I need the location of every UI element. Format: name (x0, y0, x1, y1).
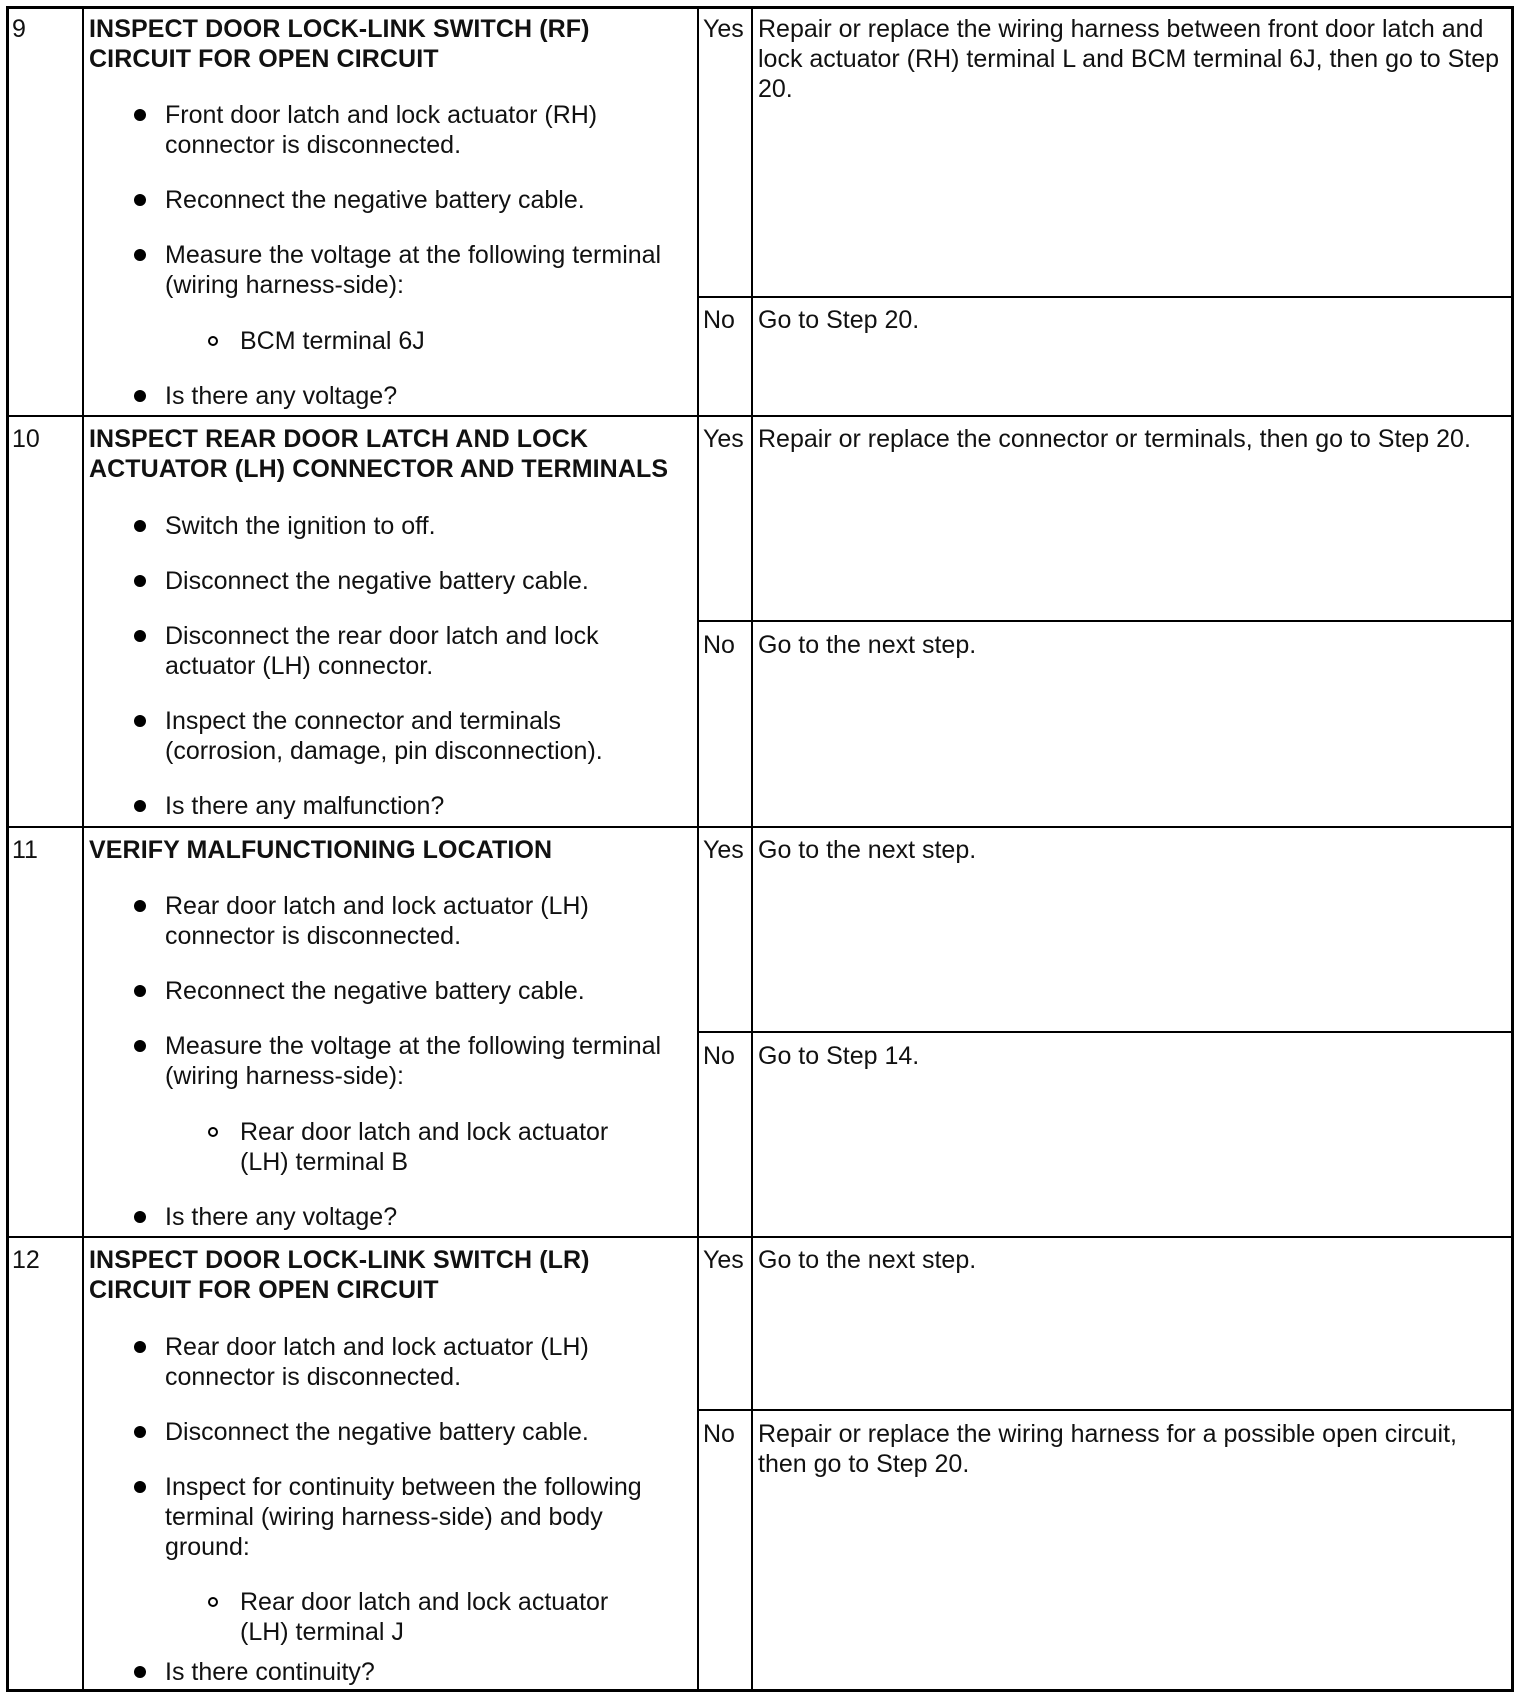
no-action: Go to the next step. (758, 631, 977, 659)
no-action: Repair or replace the wiring harness for a possible open circuit, then go to Step 20. (758, 1420, 1457, 1478)
step-title: VERIFY MALFUNCTIONING LOCATION (89, 836, 553, 864)
step-subitem: Rear door latch and lock actuator (LH) terminal J (240, 1588, 609, 1646)
row-divider (6, 826, 1514, 828)
column-divider (751, 6, 753, 1692)
step-number: 9 (12, 15, 26, 43)
step-item: Switch the ignition to off. (165, 512, 436, 540)
sub-bullet-icon (208, 1127, 218, 1137)
bullet-icon (134, 630, 146, 642)
step-item: Is there any malfunction? (165, 792, 445, 820)
no-label: No (703, 1042, 735, 1070)
step-item: Rear door latch and lock actuator (LH) connector is disconnected. (165, 892, 589, 950)
step-item: Disconnect the negative battery cable. (165, 1418, 589, 1446)
step-item: Disconnect the rear door latch and lock actuator (LH) connector. (165, 622, 599, 680)
yes-no-divider (697, 620, 1514, 622)
bullet-icon (134, 985, 146, 997)
step-item: Disconnect the negative battery cable. (165, 567, 589, 595)
yes-action: Repair or replace the connector or terminals, then go to Step 20. (758, 425, 1471, 453)
bullet-icon (134, 1341, 146, 1353)
yes-label: Yes (703, 1246, 744, 1274)
bullet-icon (134, 1040, 146, 1052)
row-divider (6, 1236, 1514, 1238)
sub-bullet-icon (208, 1597, 218, 1607)
yes-action: Repair or replace the wiring harness between front door latch and lock actuator (RH) terminal L and BCM terminal 6J, then go to Step 20. (758, 15, 1500, 103)
step-title: INSPECT DOOR LOCK-LINK SWITCH (RF) CIRCUIT FOR OPEN CIRCUIT (89, 15, 590, 73)
yes-label: Yes (703, 15, 744, 43)
step-subitem: Rear door latch and lock actuator (LH) terminal B (240, 1118, 609, 1176)
yes-label: Yes (703, 836, 744, 864)
bullet-icon (134, 715, 146, 727)
step-number: 10 (12, 425, 40, 453)
sub-bullet-icon (208, 336, 218, 346)
step-item: Rear door latch and lock actuator (LH) connector is disconnected. (165, 1333, 589, 1391)
no-label: No (703, 1420, 735, 1448)
bullet-icon (134, 520, 146, 532)
bullet-icon (134, 109, 146, 121)
yes-action: Go to the next step. (758, 836, 977, 864)
step-number: 12 (12, 1246, 40, 1274)
bullet-icon (134, 1481, 146, 1493)
step-item: Reconnect the negative battery cable. (165, 977, 585, 1005)
yes-no-divider (697, 1409, 1514, 1411)
step-item: Is there any voltage? (165, 382, 398, 410)
no-label: No (703, 631, 735, 659)
bullet-icon (134, 800, 146, 812)
column-divider (697, 6, 699, 1692)
step-item: Front door latch and lock actuator (RH) connector is disconnected. (165, 101, 598, 159)
step-item: Is there any voltage? (165, 1203, 398, 1231)
yes-no-divider (697, 296, 1514, 298)
bullet-icon (134, 249, 146, 261)
step-subitem: BCM terminal 6J (240, 327, 425, 355)
step-item: Reconnect the negative battery cable. (165, 186, 585, 214)
bullet-icon (134, 575, 146, 587)
step-item: Measure the voltage at the following terminal (wiring harness-side): (165, 241, 662, 299)
step-item: Inspect the connector and terminals (corrosion, damage, pin disconnection). (165, 707, 603, 765)
yes-no-divider (697, 1031, 1514, 1033)
bullet-icon (134, 900, 146, 912)
bullet-icon (134, 1211, 146, 1223)
bullet-icon (134, 390, 146, 402)
bullet-icon (134, 1426, 146, 1438)
step-item: Measure the voltage at the following terminal (wiring harness-side): (165, 1032, 662, 1090)
column-divider (82, 6, 84, 1692)
bullet-icon (134, 1666, 146, 1678)
bullet-icon (134, 194, 146, 206)
no-action: Go to Step 14. (758, 1042, 920, 1070)
no-label: No (703, 306, 735, 334)
step-title: INSPECT DOOR LOCK-LINK SWITCH (LR) CIRCUIT FOR OPEN CIRCUIT (89, 1246, 590, 1304)
no-action: Go to Step 20. (758, 306, 920, 334)
yes-action: Go to the next step. (758, 1246, 977, 1274)
step-item: Inspect for continuity between the following terminal (wiring harness-side) and body ground: (165, 1473, 642, 1561)
row-divider (6, 415, 1514, 417)
step-item: Is there continuity? (165, 1658, 375, 1686)
yes-label: Yes (703, 425, 744, 453)
step-number: 11 (12, 836, 38, 864)
step-title: INSPECT REAR DOOR LATCH AND LOCK ACTUATOR (LH) CONNECTOR AND TERMINALS (89, 425, 669, 483)
